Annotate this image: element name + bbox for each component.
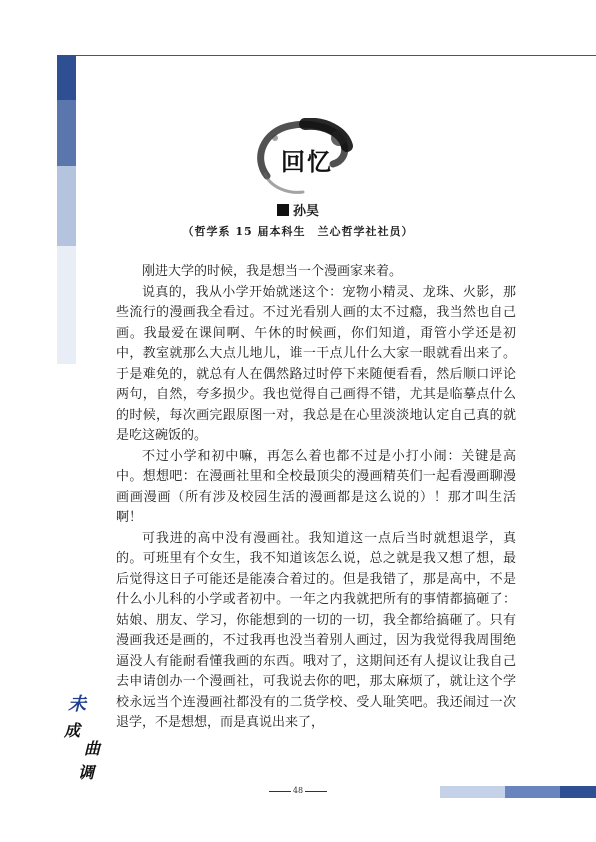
- paragraph: 可我进的高中没有漫画社。我知道这一点后当时就想退学，真的。可班里有个女生，我不知道该怎么说，总之就是我又想了想，最后觉得这日子可能还是能凑合着过的。但是我错了，那是高中，不是什么小儿科的小学或者初中。一年之内我就把所有的事情都搞砸了：姑娘、朋友、学习，你能想到的一切的一切，我全都给搞砸了。只有漫画我还是画的，不过我再也没当着别人画过，因为我觉得我周围绝逼没人有能耐看懂我画的东西。哦对了，这期间还有人提议让我自己去申请创办一个漫画社，可我说去你的吧，那太麻烦了，就让这个学校永远当个连漫画社都没有的二货学校、受人耻笑吧。我还闹过一次退学，不是想想，而是真说出来了，: [116, 530, 516, 730]
- side-accent-bar-pale: [57, 246, 76, 364]
- paragraph: 说真的，我从小学开始就迷这个：宠物小精灵、龙珠、火影，那些流行的漫画我全看过。不过光看别人画的太不过瘾，我当然也自己画。我最爱在课间啊、午休的时候画，你们知道，甭管小学还是初中，教室就那么大点儿地儿，谁一干点儿什么大家一眼就看出来了。于是难免的，就总有人在偶然路过时停下来随便看看，然后顺口评论两句，自然，夸多损少。我也觉得自己画得不错，尤其是临摹点什么的时候，每次画完跟原图一对，我总是在心里淡淡地认定自己真的就是吃这碗饭的。: [116, 284, 516, 443]
- author-marker-icon: [277, 204, 289, 216]
- page-number-rule: [269, 791, 291, 792]
- article-body: [116, 262, 516, 734]
- logo-glyph: 成: [64, 721, 81, 740]
- header-rule: [76, 55, 596, 56]
- logo-glyph: 曲: [84, 739, 101, 758]
- footer-accent-bar-dark: [560, 786, 596, 798]
- side-accent-bar-dark: [57, 55, 76, 100]
- footer-accent-bar-mid: [505, 786, 560, 798]
- logo-glyph: 调: [78, 763, 95, 782]
- author-line: [0, 200, 596, 219]
- page-number-rule: [305, 791, 327, 792]
- side-accent-bar-mid: [57, 100, 76, 166]
- author-name: 孙昊: [292, 204, 319, 219]
- author-affiliation: （哲学系 15 届本科生 兰心哲学社社员）: [182, 225, 414, 238]
- logo-glyph: 未: [68, 694, 86, 715]
- article-title: 回忆: [281, 147, 333, 176]
- footer-accent-bar-light: [440, 786, 505, 798]
- paragraph: 不过小学和初中嘛，再怎么着也都不过是小打小闹：关键是高中。想想吧：在漫画社里和全校最顶尖的漫画精英们一起看漫画聊漫画画漫画（所有涉及校园生活的漫画都是这么说的）！那才叫生活啊！: [116, 448, 516, 525]
- magazine-logo: [60, 690, 120, 790]
- page-number-value: 48: [292, 786, 304, 795]
- paragraph: 刚进大学的时候，我是想当一个漫画家来着。: [142, 264, 403, 279]
- title-block: [245, 118, 365, 200]
